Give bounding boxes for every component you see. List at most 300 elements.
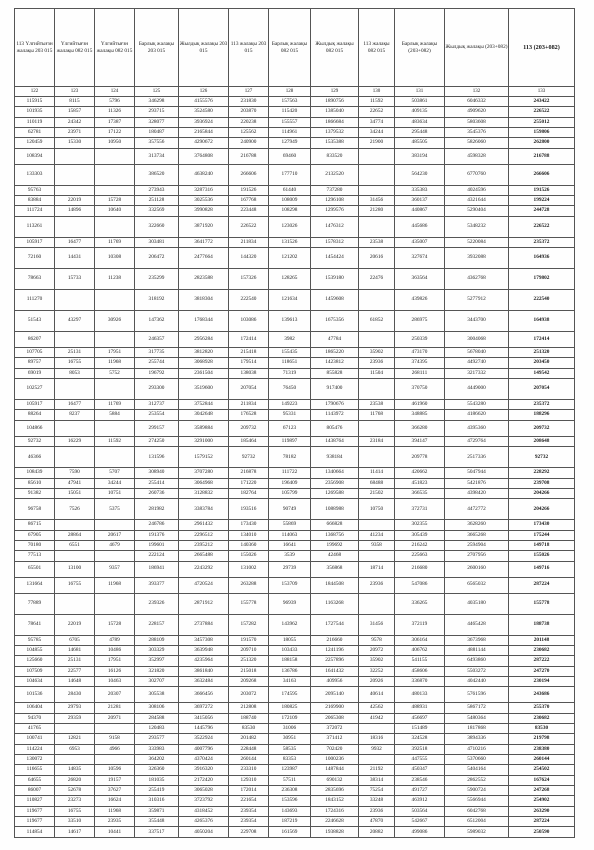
table-row	[15, 645, 575, 655]
table-cell: 1539180	[311, 269, 359, 290]
table-cell: 499086	[395, 827, 445, 838]
table-cell: 129310	[229, 775, 269, 785]
table-cell: 175244	[509, 530, 575, 540]
table-cell: 31456	[359, 614, 395, 635]
table-cell: 19157	[95, 775, 135, 785]
table-cell: 11504	[359, 368, 395, 378]
table-cell: 235372	[509, 237, 575, 247]
table-cell: 1817868	[445, 723, 509, 733]
table-cell: 3932088	[445, 248, 509, 269]
table-cell: 5884	[95, 410, 135, 420]
table-cell	[55, 379, 95, 400]
table-cell: 4318452	[179, 806, 229, 816]
table-cell: 333983	[135, 744, 179, 754]
table-row	[15, 332, 575, 348]
table-cell: 409956	[311, 676, 359, 686]
table-cell: 143962	[269, 614, 311, 635]
table-cell: 67905	[15, 530, 55, 540]
table-cell: 15728	[95, 614, 135, 635]
table-cell: 96939	[269, 593, 311, 614]
table-row	[15, 703, 575, 713]
table-row	[15, 744, 575, 754]
table-cell: 9578	[359, 635, 395, 645]
table-cell: 1790676	[311, 400, 359, 410]
table-cell: 161569	[269, 827, 311, 838]
table-cell: 303481	[135, 237, 179, 247]
table-cell: 2095140	[311, 687, 359, 703]
table-cell: 94370	[15, 713, 55, 723]
table-cell: 149718	[509, 540, 575, 550]
table-cell: 1340664	[311, 468, 359, 478]
table-cell: 83884	[15, 196, 55, 206]
table-cell: 1578312	[311, 237, 359, 247]
table-cell: 196409	[269, 478, 311, 488]
table-cell: 3068928	[179, 358, 229, 368]
table-row	[15, 216, 575, 237]
table-cell: 254502	[509, 765, 575, 775]
table-cell	[55, 755, 95, 765]
table-cell: 251320	[229, 656, 269, 666]
column-header: Жылдық жалақы 082 015	[311, 9, 359, 87]
table-cell: 14896	[55, 206, 95, 216]
table-row	[15, 379, 575, 400]
table-cell: 222540	[229, 290, 269, 311]
table-row	[15, 656, 575, 666]
table-cell: 11968	[95, 577, 135, 593]
table-row	[15, 561, 575, 577]
table-cell: 47941	[55, 478, 95, 488]
table-cell: 35902	[359, 348, 395, 358]
table-cell: 46366	[15, 447, 55, 468]
table-cell: 149716	[509, 561, 575, 577]
table-cell: 230682	[509, 713, 575, 723]
table-cell: 17122	[95, 128, 135, 138]
table-cell: 6512004	[445, 817, 509, 827]
table-cell: 10640	[95, 206, 135, 216]
table-cell: 155435	[269, 348, 311, 358]
table-cell: 3291000	[179, 436, 229, 446]
table-cell: 371412	[311, 734, 359, 744]
table-cell: 308106	[135, 703, 179, 713]
table-cell: 16477	[55, 400, 95, 410]
column-header: Үлгийтығзн жалақы 082 015	[55, 9, 95, 87]
table-cell: 4155576	[179, 97, 229, 107]
table-cell: 58535	[269, 744, 311, 754]
table-cell: 5375	[95, 499, 135, 520]
table-cell: 372731	[395, 499, 445, 520]
table-cell: 4321644	[445, 196, 509, 206]
table-cell: 10308	[95, 248, 135, 269]
table-cell: 96758	[15, 499, 55, 520]
table-row	[15, 520, 575, 530]
column-header: Үлгийтығзн жалақы 082 015	[95, 9, 135, 87]
table-cell: 5900724	[445, 786, 509, 796]
table-cell	[55, 148, 95, 164]
table-cell: 5796	[95, 97, 135, 107]
table-cell: 188738	[509, 614, 575, 635]
table-cell: 92732	[15, 436, 55, 446]
table-cell: 1269588	[311, 488, 359, 498]
table-cell: 3065028	[179, 786, 229, 796]
table-cell: 1768344	[179, 311, 229, 332]
table-cell	[55, 593, 95, 614]
table-cell: 223448	[229, 206, 269, 216]
table-cell: 293715	[135, 107, 179, 117]
table-cell: 22476	[359, 269, 395, 290]
table-cell: 18316	[359, 734, 395, 744]
table-cell: 229708	[229, 827, 269, 838]
table-cell: 118651	[269, 358, 311, 368]
table-cell: 1843152	[311, 796, 359, 806]
table-cell	[95, 520, 135, 530]
table-cell: 547086	[395, 577, 445, 593]
table-cell: 445686	[395, 216, 445, 237]
table-cell: 6551	[55, 540, 95, 550]
table-cell: 9357	[95, 561, 135, 577]
table-cell: 238546	[395, 775, 445, 785]
table-row	[15, 468, 575, 478]
table-cell: 11769	[95, 237, 135, 247]
table-row	[15, 827, 575, 838]
table-row	[15, 796, 575, 806]
table-cell: 203450	[509, 358, 575, 368]
table-cell: 17951	[95, 348, 135, 358]
table-cell: 299157	[135, 420, 179, 436]
table-cell	[55, 520, 95, 530]
table-cell: 21502	[359, 488, 395, 498]
table-cell: 4186620	[445, 410, 509, 420]
table-cell: 702420	[311, 744, 359, 754]
table-cell: 31456	[359, 196, 395, 206]
table-cell: 131664	[15, 577, 55, 593]
table-cell: 355448	[135, 817, 179, 827]
table-cell: 236308	[269, 786, 311, 796]
table-cell: 114854	[15, 827, 55, 838]
table-row	[15, 420, 575, 436]
table-cell: 24342	[55, 117, 95, 127]
table-cell: 10751	[95, 488, 135, 498]
table-cell: 2835696	[311, 786, 359, 796]
table-cell: 3443700	[445, 311, 509, 332]
table-cell: 114961	[269, 128, 311, 138]
table-cell: 140360	[229, 540, 269, 550]
table-cell: 346298	[135, 97, 179, 107]
column-number-cell: 133	[509, 87, 575, 97]
table-cell: 357556	[135, 138, 179, 148]
table-cell: 3589884	[179, 420, 229, 436]
table-cell: 20926	[359, 676, 395, 686]
table-cell: 364202	[135, 755, 179, 765]
table-cell: 108439	[15, 468, 55, 478]
table-cell: 51543	[15, 311, 55, 332]
column-header: 113 жалақы 203 015	[229, 9, 269, 87]
table-cell: 216788	[229, 148, 269, 164]
table-cell: 233310	[229, 765, 269, 775]
table-cell: 128265	[269, 269, 311, 290]
table-cell: 255744	[135, 358, 179, 368]
table-cell: 203072	[229, 687, 269, 703]
table-cell: 447555	[395, 755, 445, 765]
table-cell: 3982	[269, 332, 311, 348]
table-cell: 293577	[135, 734, 179, 744]
table-cell: 225663	[395, 551, 445, 561]
table-cell: 4909620	[445, 107, 509, 117]
table-cell: 127949	[269, 138, 311, 148]
table-cell: 107705	[15, 348, 55, 358]
table-cell: 3628260	[445, 520, 509, 530]
table-row	[15, 97, 575, 107]
table-cell: 255414	[135, 478, 179, 488]
data-table	[14, 8, 575, 838]
table-cell: 6565032	[445, 577, 509, 593]
table-cell: 78182	[269, 447, 311, 468]
table-cell	[55, 332, 95, 348]
table-row	[15, 755, 575, 765]
table-cell: 155026	[229, 551, 269, 561]
table-cell: 83353	[269, 755, 311, 765]
column-number-cell: 122	[15, 87, 55, 97]
table-cell: 9932	[359, 744, 395, 754]
table-cell: 483634	[395, 117, 445, 127]
table-cell: 76450	[269, 379, 311, 400]
table-cell: 420662	[395, 468, 445, 478]
table-cell: 7526	[55, 499, 95, 520]
column-number-cell: 127	[229, 87, 269, 97]
table-cell: 102527	[15, 379, 55, 400]
table-cell: 3004068	[445, 332, 509, 348]
table-cell: 110119	[15, 117, 55, 127]
table-cell: 2361504	[179, 368, 229, 378]
table-cell: 4042440	[445, 676, 509, 686]
table-cell: 255419	[135, 786, 179, 796]
table-cell: 9158	[95, 734, 135, 744]
table-cell: 260144	[229, 755, 269, 765]
table-cell: 172414	[509, 332, 575, 348]
table-cell: 938184	[311, 447, 359, 468]
table-cell	[359, 185, 395, 195]
table-cell: 108298	[269, 206, 311, 216]
table-cell: 23971	[55, 128, 95, 138]
table-cell: 386520	[135, 164, 179, 185]
table-cell	[359, 420, 395, 436]
table-cell	[95, 148, 135, 164]
table-cell: 473170	[395, 348, 445, 358]
table-cell: 295448	[395, 128, 445, 138]
table-cell: 11769	[95, 400, 135, 410]
column-header: Барлық жалақы 082 015	[269, 9, 311, 87]
table-cell: 4024596	[445, 185, 509, 195]
table-cell	[359, 164, 395, 185]
table-cell	[55, 164, 95, 185]
table-cell: 435007	[395, 237, 445, 247]
table-cell: 181035	[135, 775, 179, 785]
table-row	[15, 269, 575, 290]
table-cell: 439826	[395, 290, 445, 311]
table-cell: 503861	[395, 97, 445, 107]
table-cell: 42468	[311, 551, 359, 561]
table-cell: 34774	[359, 117, 395, 127]
table-cell: 239354	[229, 817, 269, 827]
table-cell: 64655	[15, 775, 55, 785]
table-cell: 209710	[229, 645, 269, 655]
table-cell: 4370424	[179, 755, 229, 765]
table-cell: 30926	[95, 311, 135, 332]
table-cell	[95, 164, 135, 185]
table-cell: 321820	[135, 666, 179, 676]
table-cell: 188296	[509, 410, 575, 420]
table-cell: 153596	[269, 796, 311, 806]
header-row	[15, 9, 575, 87]
table-cell: 11592	[95, 436, 135, 446]
table-cell: 230194	[509, 676, 575, 686]
table-cell: 2707956	[445, 551, 509, 561]
table-cell: 6493860	[445, 656, 509, 666]
table-cell: 22577	[55, 666, 95, 676]
table-cell: 5348232	[445, 216, 509, 237]
table-cell: 5480364	[445, 713, 509, 723]
table-cell: 133303	[15, 164, 55, 185]
table-cell	[55, 290, 95, 311]
column-header: 113 (203+082)	[509, 9, 575, 87]
table-cell: 1727544	[311, 614, 359, 635]
table-cell: 542667	[395, 817, 445, 827]
table-cell: 5826060	[445, 138, 509, 148]
table-cell: 3894336	[445, 734, 509, 744]
table-cell: 2823588	[179, 269, 229, 290]
table-cell: 16624	[95, 796, 135, 806]
table-cell: 16229	[55, 436, 95, 446]
table-cell: 3697272	[179, 703, 229, 713]
table-cell: 5566944	[445, 796, 509, 806]
table-cell: 1476312	[311, 216, 359, 237]
table-cell: 211834	[229, 237, 269, 247]
table-cell: 43297	[55, 311, 95, 332]
table-cell: 209268	[229, 676, 269, 686]
table-cell: 450347	[395, 765, 445, 775]
table-cell: 260736	[135, 488, 179, 498]
table-row	[15, 348, 575, 358]
table-cell: 3128832	[179, 488, 229, 498]
table-cell: 4492740	[445, 358, 509, 368]
table-cell: 25131	[55, 656, 95, 666]
table-cell: 209732	[229, 420, 269, 436]
table-cell: 4449000	[445, 379, 509, 400]
table-cell: 69019	[15, 368, 55, 378]
table-cell: 2065308	[311, 713, 359, 723]
table-cell: 179802	[509, 269, 575, 290]
table-cell: 105917	[15, 237, 55, 247]
table-cell	[359, 216, 395, 237]
table-cell: 440867	[395, 206, 445, 216]
table-cell: 15857	[55, 107, 95, 117]
table-cell: 120483	[135, 723, 179, 733]
table-cell: 5220084	[445, 237, 509, 247]
table-cell: 71319	[269, 368, 311, 378]
table-body	[15, 97, 575, 838]
table-cell: 14681	[55, 645, 95, 655]
table-row	[15, 164, 575, 185]
table-cell: 16641	[269, 540, 311, 550]
table-cell: 21281	[95, 703, 135, 713]
table-row	[15, 817, 575, 827]
table-cell: 20971	[95, 713, 135, 723]
table-cell: 83530	[509, 723, 575, 733]
table-cell: 288109	[135, 635, 179, 645]
table-cell: 85610	[15, 478, 55, 488]
table-cell: 172414	[229, 332, 269, 348]
table-cell: 111270	[15, 290, 55, 311]
table-cell: 306164	[395, 635, 445, 645]
table-cell: 3936924	[179, 117, 229, 127]
table-cell: 68488	[359, 478, 395, 488]
table-cell: 95331	[269, 410, 311, 420]
table-cell: 125562	[229, 128, 269, 138]
table-cell: 201482	[229, 734, 269, 744]
table-row	[15, 107, 575, 117]
table-cell: 3519600	[179, 379, 229, 400]
table-cell: 21280	[359, 206, 395, 216]
table-cell: 235372	[509, 400, 575, 410]
table-cell: 52678	[55, 786, 95, 796]
table-row	[15, 196, 575, 206]
table-cell: 324528	[395, 734, 445, 744]
table-cell	[55, 551, 95, 561]
table-cell: 20616	[359, 248, 395, 269]
table-cell: 130072	[15, 755, 55, 765]
table-cell: 216680	[395, 561, 445, 577]
table-cell: 17387	[95, 117, 135, 127]
table-cell: 95763	[15, 185, 55, 195]
table-cell: 317735	[135, 348, 179, 358]
table-cell: 16755	[55, 358, 95, 368]
table-cell: 1241196	[311, 645, 359, 655]
table-cell: 3632484	[179, 676, 229, 686]
table-cell: 394147	[395, 436, 445, 446]
table-cell: 16755	[55, 806, 95, 816]
table-cell: 86715	[15, 520, 55, 530]
table-row	[15, 138, 575, 148]
column-number-cell: 132	[445, 87, 509, 97]
table-cell: 1724316	[311, 806, 359, 816]
column-number-cell: 129	[311, 87, 359, 97]
table-cell: 328077	[135, 117, 179, 127]
table-cell: 337517	[135, 827, 179, 838]
table-cell: 171220	[229, 478, 269, 488]
table-cell: 221654	[229, 796, 269, 806]
table-cell: 266606	[229, 164, 269, 185]
table-cell	[359, 551, 395, 561]
table-cell: 226522	[509, 107, 575, 117]
column-number-cell: 128	[269, 87, 311, 97]
table-cell: 2594904	[445, 540, 509, 550]
table-cell: 23935	[95, 817, 135, 827]
table-cell: 20882	[359, 827, 395, 838]
table-cell: 103086	[229, 311, 269, 332]
table-row	[15, 666, 575, 676]
table-cell	[359, 593, 395, 614]
table-cell: 1890756	[311, 97, 359, 107]
table-cell: 219798	[509, 734, 575, 744]
table-cell: 23273	[55, 796, 95, 806]
table-cell: 155026	[509, 551, 575, 561]
table-cell: 305538	[135, 687, 179, 703]
table-cell: 327674	[395, 248, 445, 269]
table-cell: 4729764	[445, 436, 509, 446]
table-cell: 480133	[395, 687, 445, 703]
table-cell: 108009	[269, 196, 311, 206]
table-cell: 101536	[15, 687, 55, 703]
table-cell: 5370660	[445, 755, 509, 765]
